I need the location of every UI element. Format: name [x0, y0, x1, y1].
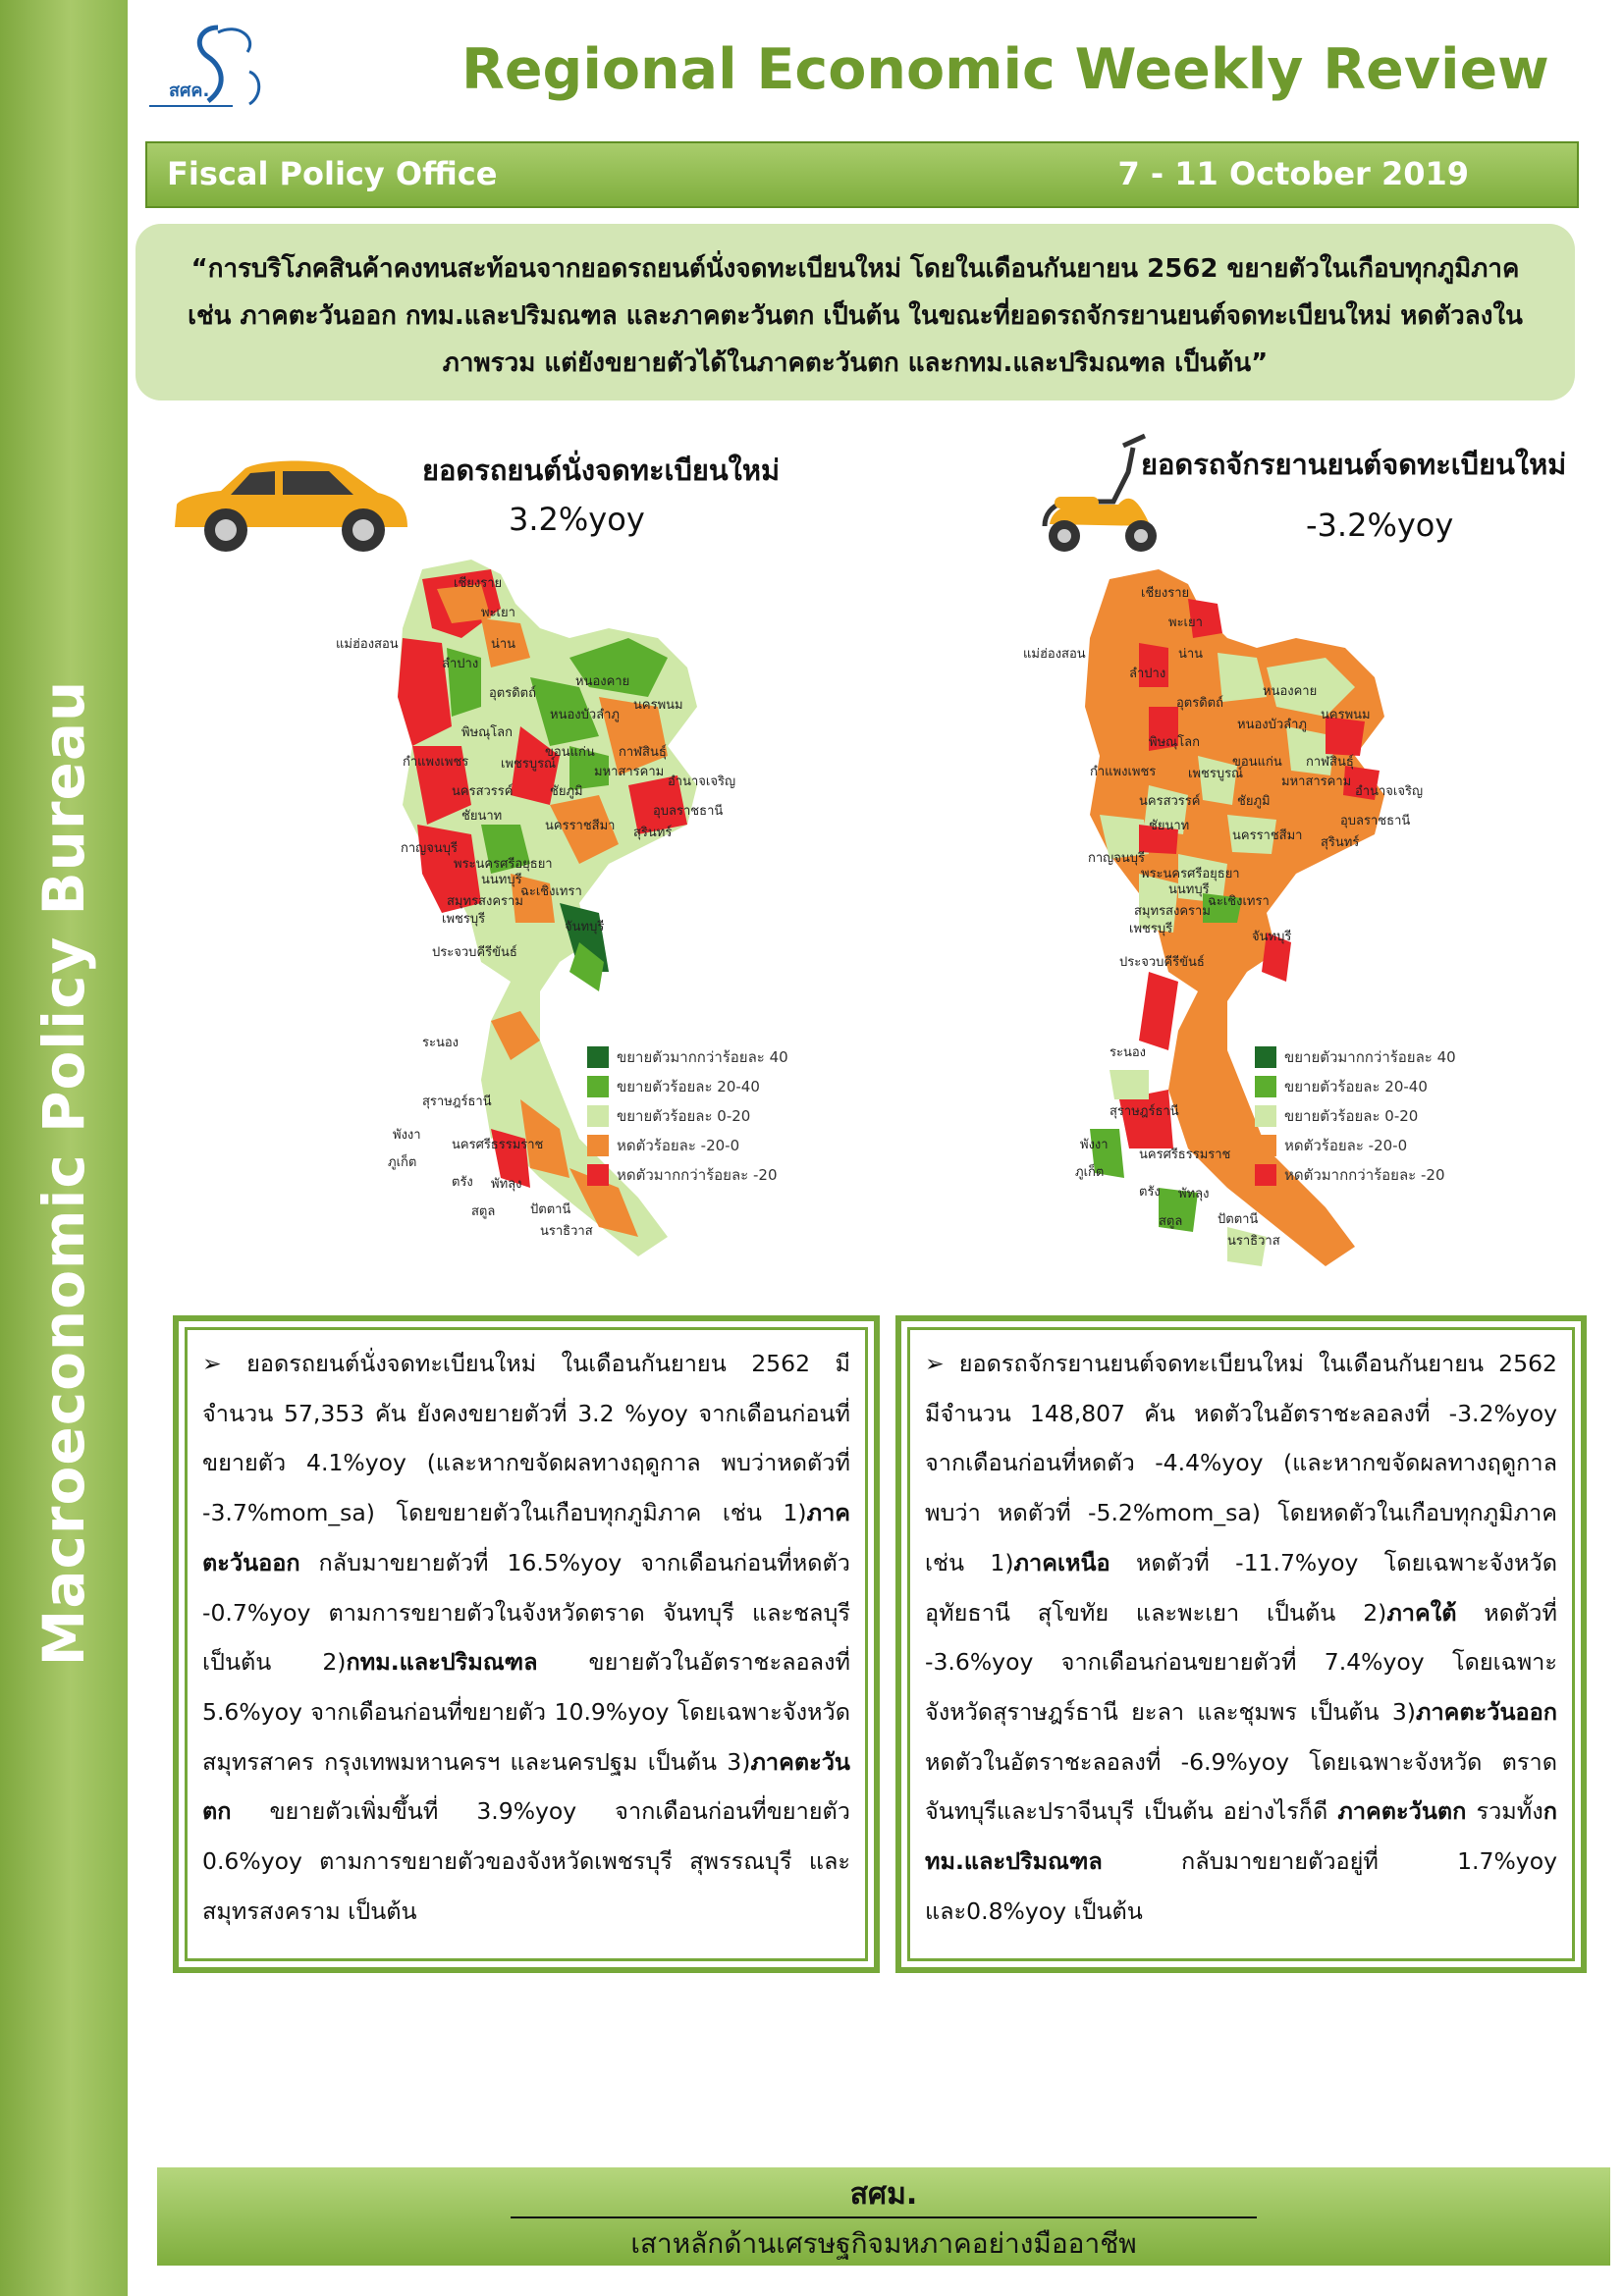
legend-item: ขยายตัวร้อยละ 0-20: [587, 1101, 788, 1131]
province-tag: นครพนม: [1321, 708, 1371, 722]
legend-swatch: [1255, 1105, 1276, 1127]
province-tag: แม่ฮ่องสอน: [1023, 647, 1086, 662]
province-tag: อำนาจเจริญ: [1355, 784, 1424, 799]
left-map-value: 3.2%yoy: [509, 501, 645, 538]
province-tag: เพชรบุรี: [1129, 922, 1173, 936]
province-tag: พัทลุง: [1178, 1187, 1210, 1201]
province-tag: สุรินทร์: [1321, 835, 1360, 850]
province-tag: หนองคาย: [575, 674, 630, 689]
province-tag: หนองบัวลำภู: [550, 708, 620, 722]
province-tag: พะเยา: [481, 606, 515, 620]
province-tag: นครพนม: [633, 698, 683, 713]
legend-swatch: [1255, 1135, 1276, 1156]
right-map-legend: [1255, 1042, 1456, 1190]
province-tag: ขอนแก่น: [545, 745, 595, 760]
province-tag: ระนอง: [422, 1036, 460, 1050]
left-map-label: ยอดรถยนต์นั่งจดทะเบียนใหม่: [422, 454, 781, 487]
province-tag: ปัตตานี: [530, 1202, 571, 1217]
province-tag: น่าน: [491, 637, 516, 652]
province-tag: อุตรดิตถ์: [1176, 696, 1223, 711]
scooter-icon: [1035, 418, 1163, 565]
legend-swatch: [587, 1046, 609, 1068]
right-paragraph: ➢ ยอดรถจักรยานยนต์จดทะเบียนใหม่ ในเดือนกันยายน 2562 มีจำนวน 148,807 คัน หดตัวในอัตราชะลอลงที่ -3.2%yoy จากเดือนก่อนที่หดตัว -4.4%yoy (และหากขจัดผลทางฤดูกาล พบว่า หดตัวที่ -5.2%mom_sa) โดยหดตัวในเกือบทุกภูมิภาค เช่น 1)ภาคเหนือ หดตัวที่ -11.7%yoy โดยเฉพาะจังหวัดอุทัยธานี สุโขทัย และพะเยา เป็นต้น 2)ภาคใต้ หดตัวที่ -3.6%yoy จากเดือนก่อนขยายตัวที่ 7.4%yoy โดยเฉพาะจังหวัดสุราษฎร์ธานี ยะลา และชุมพร เป็นต้น 3)ภาคตะวันออก หดตัวในอัตราชะลอลงที่ -6.9%yoy โดยเฉพาะจังหวัด ตราด จันทบุรีและปราจีนบุรี เป็นต้น อย่างไรก็ดี ภาคตะวันตก รวมทั้งกทม.และปริมณฑล กลับมาขยายตัวอยู่ที่ 1.7%yoy และ0.8%yoy เป็นต้น: [925, 1350, 1558, 1925]
province-tag: นครราชสีมา: [545, 819, 616, 833]
left-map-legend: [587, 1042, 788, 1190]
province-tag: ภูเก็ต: [1075, 1165, 1105, 1180]
province-tag: ขอนแก่น: [1232, 755, 1282, 770]
sidebar-title: Macroeconomic Policy Bureau: [30, 679, 97, 1667]
province-tag: ชัยภูมิ: [1237, 794, 1271, 809]
province-tag: กำแพงเพชร: [403, 755, 469, 770]
legend-item: หดตัวร้อยละ -20-0: [1255, 1131, 1456, 1160]
province-tag: สตูล: [471, 1204, 496, 1219]
province-tag: เพชรบุรี: [442, 912, 486, 927]
province-tag: หนองคาย: [1263, 684, 1318, 699]
province-tag: ฉะเชิงเทรา: [520, 884, 582, 899]
province-tag: นครสวรรค์: [452, 784, 514, 799]
legend-item: ขยายตัวร้อยละ 20-40: [1255, 1072, 1456, 1101]
province-tag: กาญจนบุรี: [401, 841, 458, 856]
province-tag: นราธิวาส: [1227, 1234, 1280, 1249]
province-tag: พิษณุโลก: [1149, 735, 1201, 750]
province-tag: ชัยนาท: [461, 809, 503, 824]
right-map-label: ยอดรถจักรยานยนต์จดทะเบียนใหม่: [1141, 448, 1567, 481]
province-tag: พระนครศรีอยุธยา: [454, 857, 553, 872]
car-icon: [167, 444, 412, 561]
province-tag: อุตรดิตถ์: [489, 686, 536, 701]
province-tag: แม่ฮ่องสอน: [336, 637, 399, 652]
legend-swatch: [587, 1164, 609, 1186]
province-tag: เชียงราย: [1141, 586, 1190, 601]
province-tag: นครราชสีมา: [1232, 828, 1303, 843]
legend-item: หดตัวร้อยละ -20-0: [587, 1131, 788, 1160]
province-tag: นครศรีธรรมราช: [452, 1138, 544, 1152]
province-tag: ฉะเชิงเทรา: [1208, 894, 1270, 909]
right-text-box: [895, 1315, 1587, 1973]
province-tag: สมุทรสงคราม: [447, 894, 523, 909]
province-tag: กาฬสินธุ์: [1306, 755, 1354, 770]
province-tag: พังงา: [1080, 1138, 1109, 1152]
province-tag: อุบลราชธานี: [653, 804, 724, 819]
province-tag: นครศรีธรรมราช: [1139, 1148, 1231, 1162]
footer-org: สศม.: [849, 2177, 918, 2212]
province-tag: สตูล: [1159, 1214, 1183, 1229]
legend-swatch: [1255, 1046, 1276, 1068]
legend-item: หดตัวมากกว่าร้อยละ -20: [1255, 1160, 1456, 1190]
province-tag: พังงา: [393, 1128, 421, 1143]
province-tag: ตรัง: [452, 1175, 473, 1190]
province-tag: กาฬสินธุ์: [619, 745, 667, 760]
province-tag: ระนอง: [1110, 1045, 1147, 1060]
province-tag: สุรินทร์: [633, 826, 673, 840]
province-tag: นนทบุรี: [1168, 882, 1210, 897]
province-tag: ตรัง: [1139, 1185, 1161, 1200]
date-range: 7 - 11 October 2019: [1117, 155, 1469, 192]
province-tag: สุราษฎร์ธานี: [422, 1095, 492, 1109]
province-tag: อุบลราชธานี: [1340, 814, 1411, 828]
province-tag: นราธิวาส: [540, 1224, 593, 1239]
province-tag: จันทบุรี: [1252, 930, 1292, 944]
province-tag: ประจวบคีรีขันธ์: [432, 945, 517, 960]
province-tag: จันทบุรี: [565, 920, 605, 934]
province-tag: ประจวบคีรีขันธ์: [1119, 955, 1205, 970]
legend-item: ขยายตัวมากกว่าร้อยละ 40: [1255, 1042, 1456, 1072]
right-map-value: -3.2%yoy: [1306, 507, 1454, 544]
province-tag: กำแพงเพชร: [1090, 765, 1157, 779]
province-tag: น่าน: [1178, 647, 1204, 662]
left-text-box: [173, 1315, 880, 1973]
province-tag: พะเยา: [1168, 615, 1203, 630]
province-tag: อำนาจเจริญ: [668, 774, 736, 789]
office-name: Fiscal Policy Office: [167, 155, 498, 192]
legend-swatch: [587, 1076, 609, 1097]
province-tag: พัทลุง: [491, 1177, 522, 1192]
legend-item: ขยายตัวร้อยละ 0-20: [1255, 1101, 1456, 1131]
province-tag: พระนครศรีอยุธยา: [1141, 867, 1240, 881]
legend-item: ขยายตัวมากกว่าร้อยละ 40: [587, 1042, 788, 1072]
province-tag: เพชรบูรณ์: [1188, 767, 1244, 781]
province-tag: ชัยนาท: [1149, 819, 1190, 833]
province-tag: กาญจนบุรี: [1088, 851, 1145, 866]
summary-quote: “การบริโภคสินค้าคงทนสะท้อนจากยอดรถยนต์นั่งจดทะเบียนใหม่ โดยในเดือนกันยายน 2562 ขยายตัวในเกือบทุกภูมิภาค เช่น ภาคตะวันออก กทม.และปริมณฑล และภาคตะวันตก เป็นต้น ในขณะที่ยอดรถจักรยานยนต์จดทะเบียนใหม่ หดตัวลงในภาพรวม แต่ยังขยายตัวได้ในภาคตะวันตก และกทม.และปริมณฑล เป็นต้น”: [135, 224, 1575, 400]
province-tag: ลำปาง: [442, 657, 479, 671]
legend-swatch: [587, 1135, 609, 1156]
province-tag: นครสวรรค์: [1139, 794, 1201, 809]
legend-swatch: [587, 1105, 609, 1127]
province-tag: สุราษฎร์ธานี: [1110, 1104, 1179, 1119]
province-tag: พิษณุโลก: [461, 725, 514, 740]
page-title: Regional Economic Weekly Review: [461, 37, 1549, 102]
province-tag: หนองบัวลำภู: [1237, 718, 1307, 732]
province-tag: นนทบุรี: [481, 873, 522, 887]
province-tag: ปัตตานี: [1218, 1212, 1259, 1227]
province-tag: ชัยภูมิ: [550, 784, 583, 799]
left-paragraph: ➢ ยอดรถยนต์นั่งจดทะเบียนใหม่ ในเดือนกันยายน 2562 มีจำนวน 57,353 คัน ยังคงขยายตัวที่ 3.2 %yoy จากเดือนก่อนที่ขยายตัว 4.1%yoy (และหากขจัดผลทางฤดูกาล พบว่าหดตัวที่ -3.7%mom_sa) โดยขยายตัวในเกือบทุกภูมิภาค เช่น 1)ภาคตะวันออก กลับมาขยายตัวที่ 16.5%yoy จากเดือนก่อนที่หดตัว -0.7%yoy ตามการขยายตัวในจังหวัดตราด จันทบุรี และชลบุรี เป็นต้น 2)กทม.และปริมณฑล ขยายตัวในอัตราชะลอลงที่ 5.6%yoy จากเดือนก่อนที่ขยายตัว 10.9%yoy โดยเฉพาะจังหวัดสมุทรสาคร กรุงเทพมหานครฯ และนครปฐม เป็นต้น 3)ภาคตะวันตก ขยายตัวเพิ่มขึ้นที่ 3.9%yoy จากเดือนก่อนที่ขยายตัว 0.6%yoy ตามการขยายตัวของจังหวัดเพชรบุรี สุพรรณบุรี และสมุทรสงคราม เป็นต้น: [202, 1350, 850, 1925]
province-tag: ลำปาง: [1129, 667, 1166, 681]
logo-text: สศค.: [169, 80, 210, 101]
footer-slogan: เสาหลักด้านเศรษฐกิจมหภาคอย่างมืออาชีพ: [630, 2227, 1137, 2260]
province-tag: มหาสารคาม: [1281, 774, 1352, 789]
province-tag: เพชรบูรณ์: [501, 757, 557, 772]
legend-swatch: [1255, 1076, 1276, 1097]
province-tag: เชียงราย: [454, 576, 503, 591]
sidebar: [0, 0, 128, 2296]
province-tag: ภูเก็ต: [388, 1155, 417, 1170]
legend-swatch: [1255, 1164, 1276, 1186]
province-tag: สมุทรสงคราม: [1134, 904, 1211, 919]
legend-item: หดตัวมากกว่าร้อยละ -20: [587, 1160, 788, 1190]
legend-item: ขยายตัวร้อยละ 20-40: [587, 1072, 788, 1101]
province-tag: มหาสารคาม: [594, 765, 665, 779]
header-band: [145, 141, 1579, 208]
footer: [157, 2167, 1610, 2266]
fpo-logo: [139, 18, 297, 126]
